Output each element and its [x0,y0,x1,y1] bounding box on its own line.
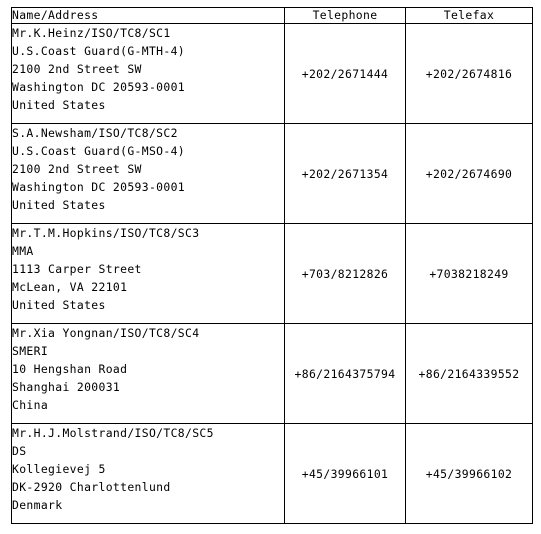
address-line: China [12,398,49,412]
address-line: United States [12,98,106,112]
address-line: U.S.Coast Guard(G-MSO-4) [12,144,185,158]
column-header-telefax: Telefax [406,8,533,24]
column-header-telephone: Telephone [285,8,406,24]
telefax-cell: +86/2164339552 [406,324,533,424]
contact-name-line: S.A.Newsham/ISO/TC8/SC2 [12,126,178,140]
name-address-cell [12,424,285,524]
telephone-cell: +202/2671444 [285,24,406,124]
table-row [12,224,533,324]
address-line: Washington DC 20593-0001 [12,180,185,194]
name-address-cell [12,224,285,324]
address-line: United States [12,198,106,212]
address-line: 1113 Carper Street [12,262,142,276]
table-row [12,324,533,424]
address-line: United States [12,298,106,312]
table-row [12,124,533,224]
name-address-cell [12,24,285,124]
address-line: DK-2920 Charlottenlund [12,480,171,494]
address-line: Washington DC 20593-0001 [12,80,185,94]
telefax-cell: +7038218249 [406,224,533,324]
telephone-cell: +45/39966101 [285,424,406,524]
address-line: MMA [12,244,34,258]
address-line: U.S.Coast Guard(G-MTH-4) [12,44,185,58]
telefax-cell: +202/2674816 [406,24,533,124]
telefax-cell: +45/39966102 [406,424,533,524]
name-address-cell [12,324,285,424]
address-line: Denmark [12,498,63,512]
contact-name-line: Mr.H.J.Molstrand/ISO/TC8/SC5 [12,426,214,440]
telephone-cell: +86/2164375794 [285,324,406,424]
telephone-cell: +703/8212826 [285,224,406,324]
address-line: McLean, VA 22101 [12,280,128,294]
address-line: DS [12,444,27,458]
address-line: Kollegievej 5 [12,462,106,476]
table-row [12,424,533,524]
contact-name-line: Mr.T.M.Hopkins/ISO/TC8/SC3 [12,226,200,240]
address-line: 10 Hengshan Road [12,362,128,376]
address-line: 2100 2nd Street SW [12,162,142,176]
column-header-name-address: Name/Address [12,8,285,24]
address-line: Shanghai 200031 [12,380,121,394]
contact-name-line: Mr.K.Heinz/ISO/TC8/SC1 [12,26,171,40]
telephone-cell: +202/2671354 [285,124,406,224]
table-row [12,24,533,124]
name-address-cell [12,124,285,224]
contacts-table [11,7,533,524]
address-line: SMERI [12,344,49,358]
header-row [12,8,533,24]
contact-name-line: Mr.Xia Yongnan/ISO/TC8/SC4 [12,326,200,340]
telefax-cell: +202/2674690 [406,124,533,224]
address-line: 2100 2nd Street SW [12,62,142,76]
